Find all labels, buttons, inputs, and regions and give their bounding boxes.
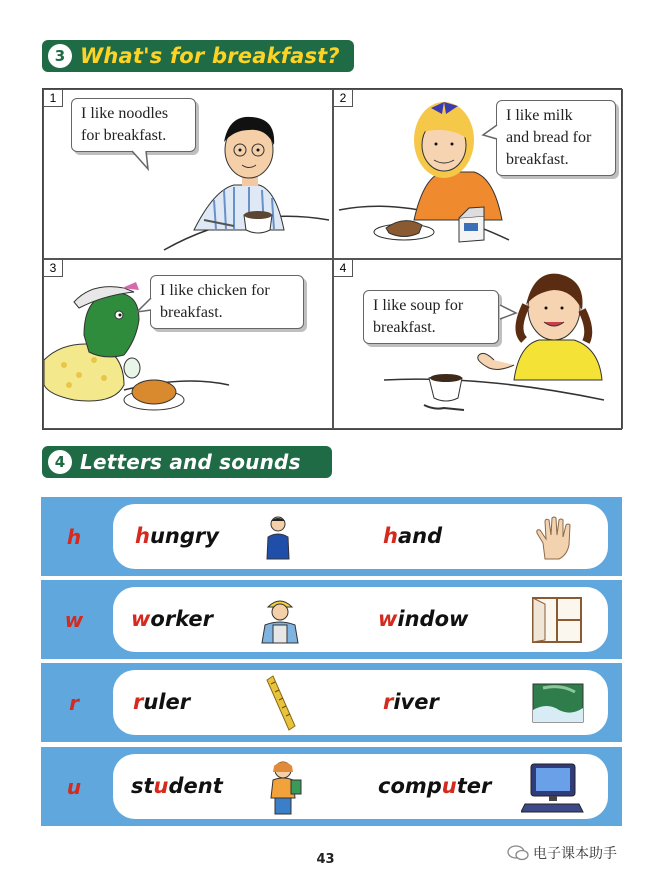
- window-icon: [531, 596, 583, 644]
- girl-soup-illustration: [334, 260, 623, 429]
- ruler-icon: [263, 674, 299, 732]
- worker-icon: [258, 595, 302, 645]
- section-title: What's for breakfast?: [80, 44, 340, 68]
- speech-text: I like chicken for breakfast.: [160, 282, 270, 321]
- row-letter: u: [66, 774, 82, 799]
- row-letter: w: [64, 607, 84, 632]
- section-3-header: [42, 40, 354, 72]
- comic-panel-1: [43, 89, 333, 259]
- bubble-tail: [500, 305, 520, 325]
- panel-number: 3: [44, 260, 63, 277]
- page-number: 43: [316, 852, 335, 867]
- bubble-tail: [132, 151, 152, 171]
- word-window: window: [378, 607, 469, 631]
- speech-bubble: [496, 100, 616, 176]
- speech-text: I like soup for breakfast.: [373, 297, 464, 336]
- section-number: 3: [48, 44, 72, 68]
- word-card: [113, 587, 608, 652]
- speech-bubble: [150, 275, 304, 329]
- boy-icon: [263, 515, 293, 561]
- speech-bubble: [71, 98, 196, 152]
- comic-panel-2: [333, 89, 623, 259]
- word-hungry: hungry: [135, 524, 219, 548]
- computer-icon: [521, 762, 587, 814]
- comic-strip: [42, 88, 622, 430]
- speech-text: I like noodles for breakfast.: [81, 105, 169, 144]
- letter-row-u: [41, 747, 622, 826]
- row-letter: h: [66, 524, 82, 549]
- letter-row-r: [41, 663, 622, 742]
- river-icon: [531, 682, 585, 724]
- letter-row-h: [41, 497, 622, 576]
- word-river: river: [383, 690, 439, 714]
- comic-panel-4: [333, 259, 623, 429]
- word-card: [113, 754, 608, 819]
- word-student: student: [131, 774, 223, 798]
- bubble-tail: [137, 298, 157, 318]
- letter-row-w: [41, 580, 622, 659]
- panel-number: 2: [334, 90, 353, 107]
- speech-bubble: [363, 290, 499, 344]
- word-card: [113, 504, 608, 569]
- word-worker: worker: [131, 607, 214, 631]
- word-card: [113, 670, 608, 735]
- speech-text: I like milk and bread for breakfast.: [506, 107, 592, 168]
- word-hand: hand: [383, 524, 443, 548]
- section-4-header: [42, 446, 332, 478]
- watermark: [507, 843, 617, 863]
- panel-number: 1: [44, 90, 63, 107]
- bubble-tail: [483, 125, 503, 145]
- word-ruler: ruler: [133, 690, 191, 714]
- student-icon: [263, 758, 303, 816]
- hand-icon: [533, 515, 577, 561]
- wechat-icon: [507, 845, 529, 861]
- word-computer: computer: [378, 774, 492, 798]
- row-letter: r: [69, 690, 79, 715]
- comic-panel-3: [43, 259, 333, 429]
- section-number: 4: [48, 450, 72, 474]
- watermark-text: 电子课本助手: [533, 846, 617, 862]
- section-title: Letters and sounds: [80, 450, 301, 474]
- panel-number: 4: [334, 260, 353, 277]
